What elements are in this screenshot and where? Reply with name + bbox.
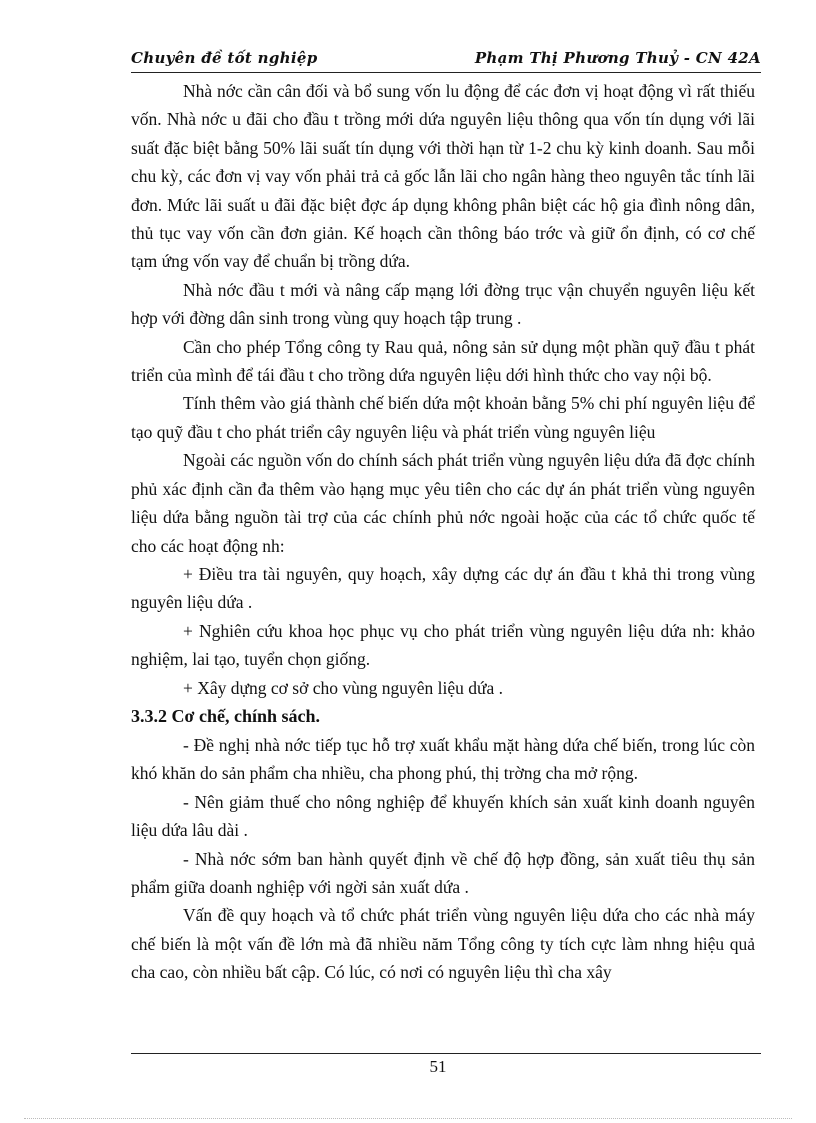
bullet-survey: + Điều tra tài nguyên, quy hoạch, xây dựng các dự án đầu t khả thi trong vùng nguyên liệu dứa . xyxy=(131,563,755,613)
page-number: 51 xyxy=(429,1057,447,1076)
paragraph-reinvestment: Cần cho phép Tổng công ty Rau quả, nông sản sử dụng một phần quỹ đầu t phát triển của mình để tái đầu t cho trồng dứa nguyên liệu dới hình thức cho vay nội bộ. xyxy=(131,336,755,386)
paragraph-road-network: Nhà nớc đầu t mới và nâng cấp mạng lới đờng trục vận chuyển nguyên liệu kết hợp với đờng dân sinh trong vùng quy hoạch tập trung . xyxy=(131,279,755,329)
section-heading: 3.3.2 Cơ chế, chính sách. xyxy=(131,705,320,726)
bullet-infrastructure: + Xây dựng cơ sở cho vùng nguyên liệu dứa . xyxy=(183,677,503,698)
page-body xyxy=(131,77,755,987)
header-document-type: Chuyên đề tốt nghiệp xyxy=(131,49,318,67)
header-author: Phạm Thị Phương Thuỷ - CN 42A xyxy=(474,49,761,67)
bullet-research: + Nghiên cứu khoa học phục vụ cho phát triển vùng nguyên liệu dứa nh: khảo nghiệm, lai tạo, tuyển chọn giống. xyxy=(131,620,755,670)
paragraph-investment-fund: Tính thêm vào giá thành chế biến dứa một khoản bằng 5% chi phí nguyên liệu để tạo quỹ đầu t cho phát triển cây nguyên liệu và phát triển vùng nguyên liệu xyxy=(131,393,755,442)
page-header xyxy=(131,48,761,73)
paragraph-planning-issue: Vấn đề quy hoạch và tổ chức phát triển vùng nguyên liệu dứa cho các nhà máy chế biến là một vấn đề lớn mà đã nhiều năm Tổng công ty tích cực làm nhng hiệu quả cha cao, còn nhiều bất cập. Có lúc, có nơi có nguyên liệu thì cha xây xyxy=(131,905,755,983)
paragraph-foreign-funding: Ngoài các nguồn vốn do chính sách phát triển vùng nguyên liệu dứa đã đợc chính phủ xác định cần đa thêm vào hạng mục yêu tiên cho các dự án phát triển vùng nguyên liệu dứa bằng nguồn tài trợ của các chính phủ nớc ngoài hoặc của các tổ chức quốc tế cho các hoạt động nh: xyxy=(131,450,755,556)
paragraph-capital-support: Nhà nớc cần cân đối và bổ sung vốn lu động để các đơn vị hoạt động vì rất thiếu vốn. Nhà nớc u đãi cho đầu t trồng mới dứa nguyên liệu thông qua vốn tín dụng với lãi suất đặc biệt bằng 50% lãi suất tín dụng với thời hạn từ 1-2 chu kỳ kinh doanh. Sau mỗi chu kỳ, các đơn vị vay vốn phải trả cả gốc lẫn lãi cho ngân hàng theo nguyên tắc tính lãi đơn. Mức lãi suất u đãi đặc biệt đợc áp dụng không phân biệt các hộ gia đình nông dân, thủ tục vay vốn cần đơn giản. Kế hoạch cần thông báo trớc và giữ ổn định, có cơ chế tạm ứng vốn vay để chuẩn bị trồng dứa. xyxy=(131,81,755,272)
policy-contract-regulation: - Nhà nớc sớm ban hành quyết định về chế độ hợp đồng, sản xuất tiêu thụ sản phẩm giữa doanh nghiệp với ngời sản xuất dứa . xyxy=(131,848,755,897)
policy-export-support: - Đề nghị nhà nớc tiếp tục hỗ trợ xuất khẩu mặt hàng dứa chế biến, trong lúc còn khó khăn do sản phẩm cha nhiều, cha phong phú, thị trờng cha mở rộng. xyxy=(131,734,755,784)
policy-tax-reduction: - Nên giảm thuế cho nông nghiệp để khuyến khích sản xuất kinh doanh nguyên liệu dứa lâu dài . xyxy=(131,791,755,841)
page-bottom-border xyxy=(24,1118,792,1119)
footer-divider xyxy=(131,1053,761,1054)
